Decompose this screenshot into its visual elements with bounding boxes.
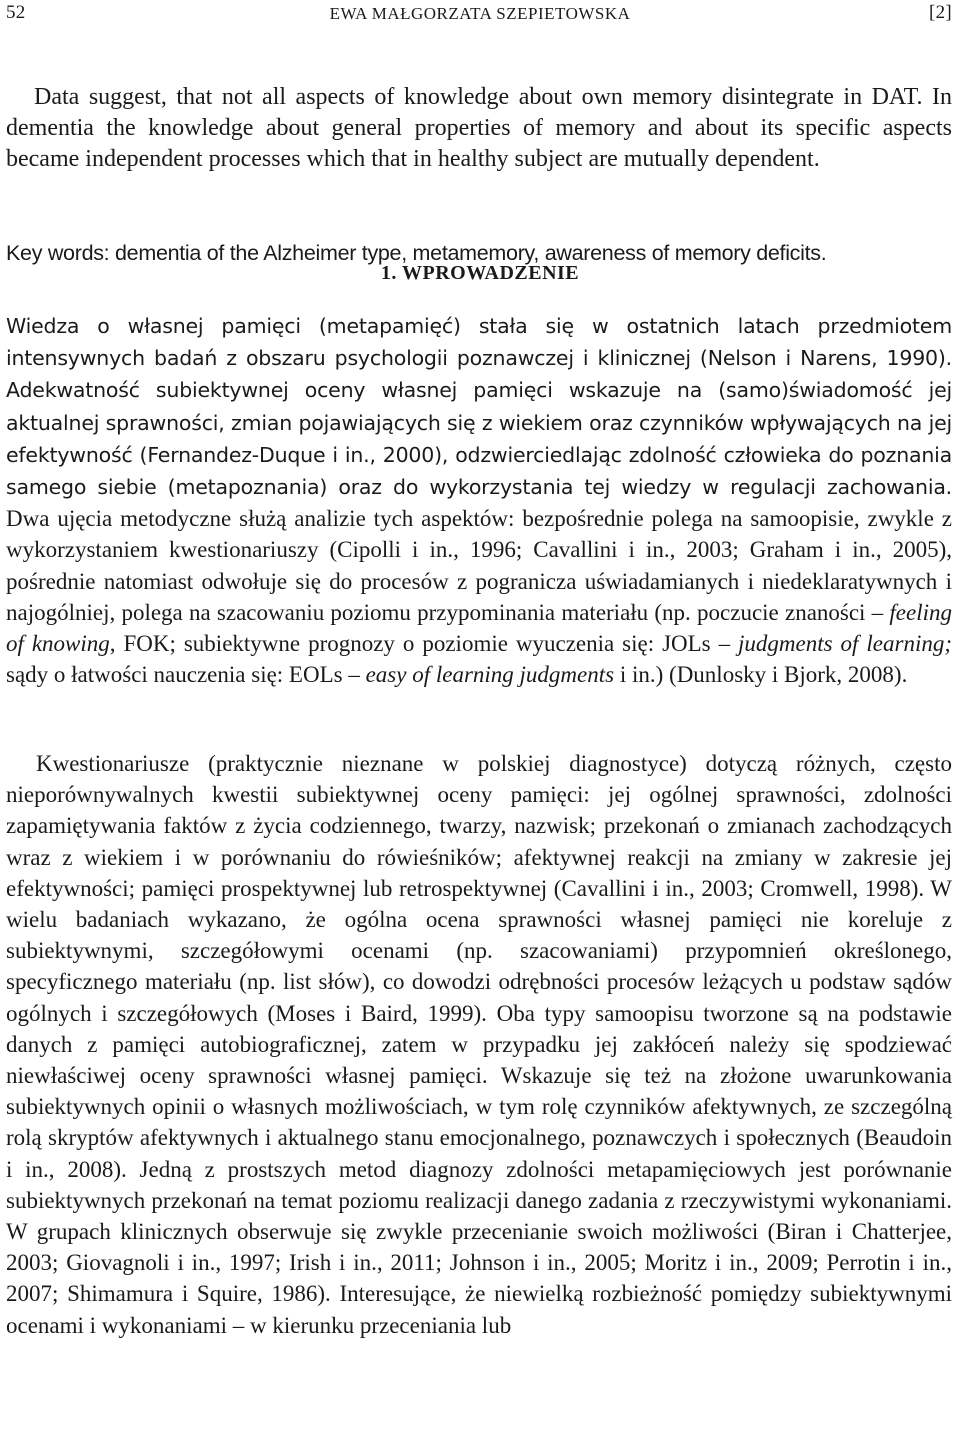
- paragraph-text: i in.) (Dunlosky i Bjork, 2008).: [614, 662, 908, 688]
- running-head-author: EWA MAŁGORZATA SZEPIETOWSKA: [329, 4, 631, 23]
- body-paragraph-1: [6, 310, 952, 690]
- italic-term: feeling of knowing: [6, 599, 952, 657]
- section-heading: 1. WPROWADZENIE: [380, 262, 580, 284]
- page-number: 52: [6, 2, 26, 23]
- keywords: Key words: dementia of the Alzheimer type, metamemory, awareness of memory deficits.: [6, 240, 827, 265]
- section-marker: [2]: [928, 2, 952, 23]
- paragraph-lead-text: Wiedza o własnej pamięci (metapamięć) stała się w ostatnich latach przedmiotem intensywnych badań z obszaru psychologii poznawczej i klinicznej (Nelson i Narens, 1990). Adekwatność subiektywnej oceny własnej pamięci wskazuje na (samo)świadomość jej aktualnej sprawności, zmian pojawiających się z wiekiem oraz czynników wpływających na jej efektywność (Fernandez-Duque i in., 2000), odzwierciedlając zdolność człowieka do poznania samego siebie (metapoznania) oraz do wykorzystania tej wiedzy w regulacji zachowania.: [6, 314, 952, 500]
- abstract-text: Data suggest, that not all aspects of knowledge about own memory disintegrate in DAT. In dementia the knowledge about general properties of memory and about its specific aspects became independent processes which that in healthy subject are mutually dependent.: [6, 84, 952, 172]
- italic-term: judgments of learning;: [738, 631, 952, 657]
- paragraph-text: Dwa ujęcia metodyczne służą analizie tych aspektów: bezpośrednie polega na samoopisie, zwykle z wykorzystaniem kwestionariuszy (Cipolli i in., 1996; Cavallini i in., 2003; Graham i in., 2005), pośrednie natomiast odwołuje się do procesów z pogranicza uświadamianych i niedeklaratywnych i najogólniej, polega na szacowaniu poziomu przypominania materiału (np. poczucie znaności –: [6, 506, 952, 625]
- paragraph-text: , FOK; subiektywne prognozy o poziomie wyuczenia się: JOLs –: [109, 631, 739, 657]
- running-head: [0, 0, 960, 30]
- paragraph-text: sądy o łatwości nauczenia się: EOLs –: [6, 662, 366, 688]
- italic-term: easy of learning judgments: [365, 662, 615, 688]
- body-paragraph-2: Kwestionariusze (praktycznie nieznane w polskiej diagnostyce) dotyczą różnych, często nieporównywalnych kwestii subiektywnej oceny pamięci: jej ogólnej sprawności, zdolności zapamiętywania faktów z życia codziennego, twarzy, nazwisk; przekonań o zmianach zachodzących wraz z wiekiem i w porównaniu do rówieśników; afektywnej reakcji na zmiany w zakresie jej efektywności; pamięci prospektywnej lub retrospektywnej (Cavallini i in., 2003; Cromwell, 1998). W wielu badaniach wykazano, że ogólna ocena sprawności własnej pamięci nie koreluje z subiektywnymi, szczegółowymi ocenami (np. szacowaniami) przypomnień określonego, specyficznego materiału (np. list słów), co dowodzi odrębności procesów leżących u podstaw sądów ogólnych i szczegółowych (Moses i Baird, 1999). Oba typy samoopisu tworzone są na podstawie danych z pamięci autobiograficznej, zatem w przypadku jej zakłóceń należy się spodziewać niewłaściwej oceny sprawności własnej pamięci. Wskazuje się też na złożone uwarunkowania subiektywnych opinii o własnych możliwościach, w tym rolę czynników afektywnych, ze szczególną rolą skryptów afektywnych i aktualnego stanu emocjonalnego, poznawczych i społecznych (Beaudoin i in., 2008). Jedną z prostszych metod diagnozy zdolności metapamięciowych jest porównanie subiektywnych przekonań na temat poziomu realizacji danego zadania z rzeczywistymi wykonaniami. W grupach klinicznych obserwuje się zwykle przecenianie swoich możliwości (Biran i Chatterjee, 2003; Giovagnoli i in., 1997; Irish i in., 2011; Johnson i in., 2005; Moritz i in., 2009; Perrotin i in., 2007; Shimamura i Squire, 1986). Interesujące, że niewielką rozbieżność pomiędzy subiektywnymi ocenami i wykonaniami – w kierunku przeceniania lub: [6, 751, 952, 1338]
